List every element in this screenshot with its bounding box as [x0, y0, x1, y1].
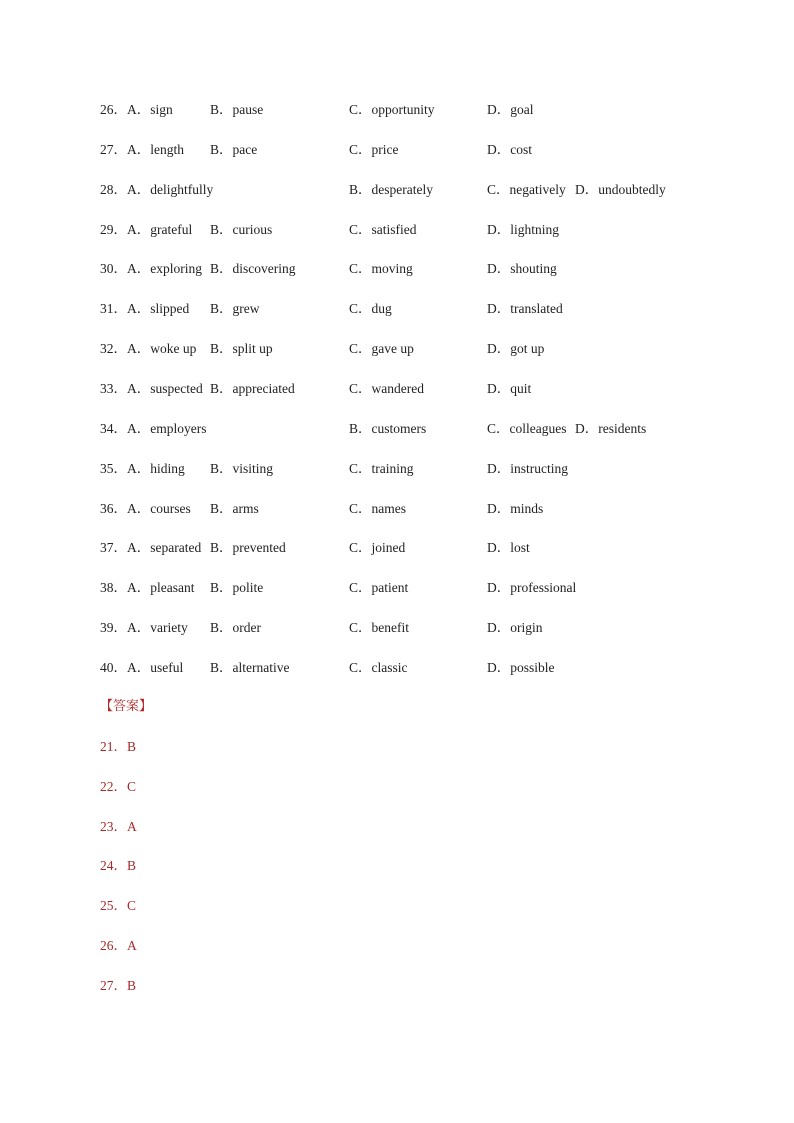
option-d: D．lost: [487, 540, 530, 556]
option-a: 38．A．pleasant: [100, 580, 195, 596]
option-a: 27．A．length: [100, 141, 184, 157]
answer-item: 27．B: [100, 977, 137, 993]
question-row: [100, 299, 740, 319]
option-b: B．pace: [210, 141, 258, 157]
option-b: B．curious: [210, 221, 273, 237]
option-d: D．minds: [487, 500, 544, 516]
option-d: D．quit: [487, 380, 532, 396]
option-d: D．residents: [575, 420, 647, 436]
answer-item: 23．A: [100, 818, 137, 834]
option-c: C．moving: [349, 261, 413, 277]
option-d: D．origin: [487, 620, 543, 636]
option-c: C．gave up: [349, 341, 414, 357]
option-a: 34．A．employers: [100, 420, 207, 436]
option-a: 37．A．separated: [100, 540, 202, 556]
option-a: 35．A．hiding: [100, 460, 185, 476]
option-b: B．desperately: [349, 181, 433, 197]
answer-item: 21．B: [100, 739, 137, 754]
option-b: B．polite: [210, 580, 264, 596]
answer-item: 25．C: [100, 898, 137, 914]
option-b: B．customers: [349, 420, 427, 436]
answer-item: 26．A: [100, 938, 137, 953]
option-b: B．prevented: [210, 540, 286, 556]
option-c: C．benefit: [349, 620, 409, 636]
option-b: B．pause: [210, 102, 264, 117]
option-a: 36．A．courses: [100, 500, 191, 516]
question-row: [100, 259, 740, 279]
option-d: D．goal: [487, 102, 534, 117]
option-a: 39．A．variety: [100, 620, 188, 636]
question-row: [100, 100, 740, 120]
option-c: C．dug: [349, 301, 392, 317]
question-row: [100, 578, 740, 598]
answers-header: 【答案】: [100, 699, 153, 714]
option-d: D．possible: [487, 659, 555, 675]
option-b: B．grew: [210, 301, 260, 317]
question-row: [100, 618, 740, 638]
question-row: [100, 658, 740, 678]
option-a: 31．A．slipped: [100, 301, 190, 317]
option-c: C．classic: [349, 659, 408, 675]
option-d: D．shouting: [487, 261, 557, 277]
option-b: B．alternative: [210, 659, 290, 675]
option-c: C．wandered: [349, 380, 424, 396]
question-row: [100, 419, 740, 439]
option-a: 40．A．useful: [100, 659, 184, 675]
option-b: B．visiting: [210, 460, 274, 476]
question-row: [100, 180, 740, 200]
question-row: [100, 140, 740, 160]
option-a: 30．A．exploring: [100, 261, 202, 277]
answer-item: 22．C: [100, 778, 137, 794]
option-c: C．price: [349, 141, 399, 157]
question-row: [100, 220, 740, 240]
option-d: D．translated: [487, 301, 563, 317]
option-a: 29．A．grateful: [100, 221, 193, 237]
option-c: C．opportunity: [349, 102, 435, 117]
answer-item: 24．B: [100, 858, 137, 874]
question-row: [100, 538, 740, 558]
option-d: D．lightning: [487, 221, 560, 237]
option-d: D．professional: [487, 580, 577, 596]
question-row: [100, 459, 740, 479]
option-b: B．arms: [210, 500, 259, 516]
option-d: D．undoubtedly: [575, 181, 666, 197]
option-c: C．patient: [349, 580, 409, 596]
option-c: C．names: [349, 500, 406, 516]
option-d: D．cost: [487, 141, 532, 157]
question-row: [100, 499, 740, 519]
option-b: B．order: [210, 620, 261, 636]
option-c: C．colleagues: [487, 420, 567, 436]
option-b: B．split up: [210, 341, 273, 357]
option-a: 33．A．suspected: [100, 380, 203, 396]
option-a: 32．A．woke up: [100, 341, 197, 357]
option-c: C．joined: [349, 540, 406, 556]
option-c: C．negatively: [487, 181, 566, 197]
question-row: [100, 379, 740, 399]
option-b: B．discovering: [210, 261, 296, 277]
option-a: 28．A．delightfully: [100, 181, 214, 197]
option-a: 26．A．sign: [100, 102, 173, 117]
question-row: [100, 339, 740, 359]
option-d: D．got up: [487, 341, 545, 357]
option-d: D．instructing: [487, 460, 568, 476]
option-c: C．satisfied: [349, 221, 417, 237]
option-c: C．training: [349, 460, 414, 476]
option-b: B．appreciated: [210, 380, 295, 396]
